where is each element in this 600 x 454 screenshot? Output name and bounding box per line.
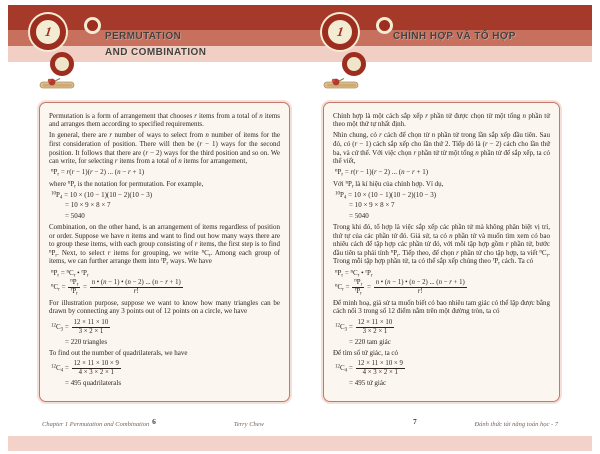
formula-line: $^{10}P_4 = 10 \times (10 - 1)(10 - 2)(10 - 3)$ bbox=[335, 190, 437, 201]
page-right bbox=[300, 0, 592, 454]
chapter-number: 1 bbox=[43, 24, 53, 39]
formula-line: $^{10}P_4 = 10 \times (10 - 1)(10 - 2)(10 - 3)$ bbox=[51, 190, 153, 201]
formula-line: $^{12}C_3$ = $\frac{12 \times 11 \times 10}{3 \times 2 \times 1}$ bbox=[51, 318, 109, 335]
formula-line: $^nP_r = ^nC_r$ • $^rP_r$ bbox=[51, 268, 89, 279]
footer-author-label: Terry Chew bbox=[233, 421, 264, 428]
scroll-decoration-icon bbox=[323, 77, 359, 95]
formula-line: $^{12}C_4$ = $\frac{12 \times 11 \times 10 \times 9}{4 \times 3 \times 2 \times 1}$ bbox=[335, 360, 403, 376]
chapter-badge bbox=[320, 8, 396, 76]
badge-bottom-circle bbox=[50, 52, 74, 76]
paragraph: Combination, on the other hand, is an arrangement of items regardless of position or order. Suppose we have n items and want to find out how many ways there are to group these items, with each group consisting of r items, the first step is to find $^nP_r$. Next, to select r items for grouping, we write $^nC_r$. Among each group of items, we can further arrange them into $^rP_r$ ways. We have bbox=[49, 223, 280, 267]
badge-main-circle bbox=[30, 14, 66, 50]
formula-line: $^nP_r = ^nC_r$ • $^rP_r$ bbox=[335, 268, 373, 279]
formula-line: $^nC_r$ = $\frac{^nP_r}{^rP_r}$ = $\frac{n • (n - 1) • (n - 2) ... (n - r + 1)}{r!}$ bbox=[51, 278, 181, 297]
content-box bbox=[323, 102, 560, 402]
paragraph: To find out the number of quadrilaterals, we have bbox=[49, 348, 188, 357]
formula-line: = 5040 bbox=[65, 211, 85, 220]
page-title bbox=[393, 29, 516, 45]
formula-line: = 10 × 9 × 8 × 7 bbox=[65, 201, 111, 210]
badge-main-circle bbox=[322, 14, 358, 50]
footer-chapter-label: Chapter 1 Permutation and Combination bbox=[42, 421, 150, 428]
bottom-band bbox=[8, 436, 592, 451]
formula-line: = 5040 bbox=[349, 211, 369, 220]
chapter-number: 1 bbox=[335, 24, 345, 39]
content-box bbox=[39, 102, 290, 402]
footer-series-label: Đánh thức tài năng toán học - 7 bbox=[474, 421, 558, 428]
formula-line: = 10 × 9 × 8 × 7 bbox=[349, 201, 395, 210]
paragraph: Nhìn chung, có r cách để chọn từ n phần tử trong lần sắp xếp đầu tiên. Sau đó, có (r − 1) cách sắp xếp cho lần thứ 2. Tiếp đó là (r − 2) cách cho lần thứ ba, và cứ thế. Với việc chọn r phần tử từ một tổng n phần tử để sắp xếp, ta có thể viết, bbox=[333, 131, 550, 166]
paragraph: Để minh hoạ, giả sử ta muốn biết có bao nhiêu tam giác có thể lập được bằng cách nối 3 trong số 12 điểm nằm trên một đường tròn, ta có bbox=[333, 298, 550, 316]
footer-page-number: 6 bbox=[152, 417, 156, 426]
page-footer bbox=[8, 417, 300, 431]
badge-bottom-circle bbox=[342, 52, 366, 76]
formula-line: $^nC_r$ = $\frac{^nP_r}{^rP_r}$ = $\frac{n • (n - 1) • (n - 2) ... (n - r + 1)}{r!}$ bbox=[335, 278, 465, 297]
formula-line: $^nP_r = r(r - 1)(r - 2)$ ... (n − r + 1) bbox=[51, 168, 145, 178]
page-title-line: PERMUTATION bbox=[105, 31, 182, 42]
paragraph: For illustration purpose, suppose we want to know how many triangles can be drawn by connecting any 3 points out of 12 points on a circle, we have bbox=[49, 298, 280, 316]
badge-small-circle bbox=[84, 17, 101, 34]
paragraph: Trong khi đó, tổ hợp là việc sắp xếp các phần tử mà không phân biệt vị trí, thứ tự của các phần tử đó. Giả sử, ta có n phần tử và muốn tìm xem có bao nhiêu cách để tập hợp các phần tử đó, với mỗi tập hợp gồm r phần tử, bước đầu tiên ta phải tính $^nP_r$. Tiếp theo, để chọn r phần tử cho tập hợp, ta viết $^nC_r$. Trong mỗi tập hợp phần tử, ta có thể sắp xếp chúng theo $^rP_r$ cách. Ta có bbox=[333, 223, 550, 267]
chapter-badge bbox=[28, 8, 104, 76]
page-title-line: CHỈNH HỢP VÀ TỔ HỢP bbox=[393, 31, 516, 42]
paragraph: Với $^nP_r$ là kí hiệu của chỉnh hợp. Ví dụ, bbox=[333, 179, 444, 189]
page-left bbox=[8, 0, 300, 454]
scroll-decoration-icon bbox=[39, 77, 75, 95]
paragraph: In general, there are r number of ways to select from n number of items for the first consideration of position. There will then be (r − 1) ways for the second position. It follows that there are (r − 2) ways for the third position and so on. We can write, for selecting r items from a total of n items for arrangement, bbox=[49, 131, 281, 166]
formula-line: = 495 tứ giác bbox=[349, 379, 387, 387]
formula-line: = 220 tam giác bbox=[349, 337, 391, 346]
paragraph: Chỉnh hợp là một cách sắp xếp r phần tử được chọn từ một tổng n phần tử theo một thứ tự nhất định. bbox=[333, 111, 550, 129]
formula-line: = 220 triangles bbox=[65, 337, 108, 346]
page-footer bbox=[300, 417, 592, 431]
page-title-line: AND COMBINATION bbox=[105, 47, 207, 58]
formula-line: = 495 quadrilaterals bbox=[65, 379, 122, 387]
page-title bbox=[105, 29, 206, 61]
paragraph: Permutation is a form of arrangement that chooses r items from a total of n items and arranges them according to specified requirements. bbox=[49, 111, 280, 129]
formula-line: $^{12}C_3$ = $\frac{12 \times 11 \times 10}{3 \times 2 \times 1}$ bbox=[335, 318, 393, 335]
paragraph: Để tìm số tứ giác, ta có bbox=[333, 348, 399, 357]
formula-line: $^nP_r = r(r - 1)(r - 2)$ ... (n − r + 1) bbox=[335, 168, 429, 178]
badge-small-circle bbox=[376, 17, 393, 34]
footer-page-number: 7 bbox=[413, 417, 417, 426]
paragraph: where $^nP_r$ is the notation for permutation. For example, bbox=[49, 179, 204, 189]
formula-line: $^{12}C_4$ = $\frac{12 \times 11 \times 10 \times 9}{4 \times 3 \times 2 \times 1}$ bbox=[51, 360, 119, 376]
